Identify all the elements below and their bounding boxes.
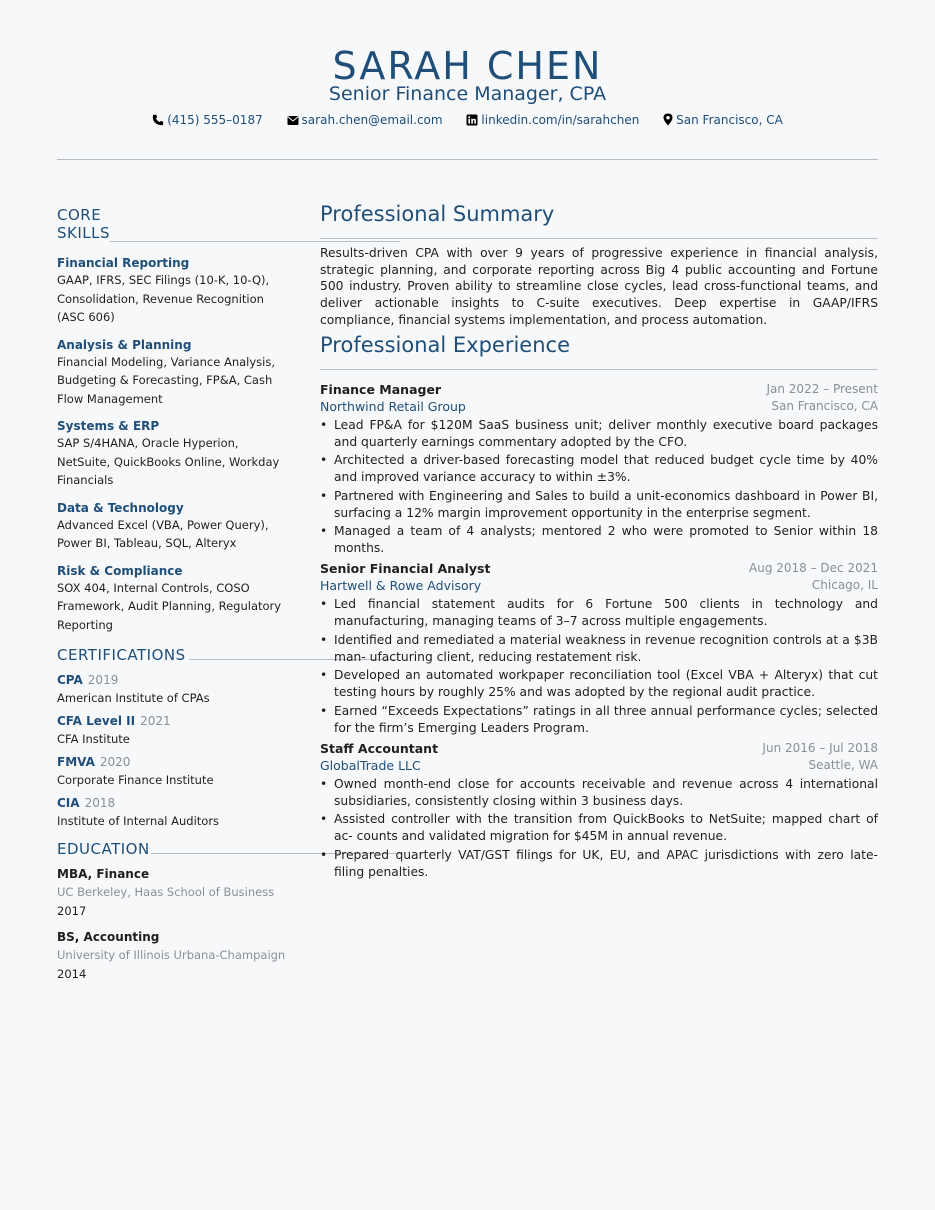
job-bullet: • Assisted controller with the transition from QuickBooks to NetSuite; mapped chart of ac- counts and validated migration for $45M in annual revenue. [320,811,878,845]
skills-heading-line-2: SKILLS [57,224,111,242]
cert-year: 2019 [87,673,119,687]
job-subheader [320,398,878,415]
contact-email-text: sarah.chen@email.com [301,113,443,127]
job-header [320,740,878,757]
contact-phone-text: (415) 555–0187 [167,113,263,127]
experience-heading: Professional Experience [320,332,570,357]
cert-name: FMVA [57,755,95,769]
skill-heading: Financial Reporting [57,256,190,270]
cert-name: CIA [57,796,80,810]
contact-location-text: San Francisco, CA [676,113,783,127]
job-bullet: • Earned “Exceeds Expectations” ratings in all three annual performance cycles; selected for the firm’s Emerging Leaders Program. [320,703,878,737]
job-entry [320,381,878,558]
job-bullets [320,776,878,881]
job-dates: Aug 2018 – Dec 2021 [749,561,878,576]
job-company: Hartwell & Rowe Advisory [320,578,482,594]
skills-section [57,206,287,634]
phone-icon [152,114,164,126]
degree: MBA, Finance [57,867,150,881]
job-bullet: • Prepared quarterly VAT/GST filings for UK, EU, and APAC jurisdictions with zero late-filing penalties. [320,847,878,881]
cert-name: CPA [57,673,83,687]
cert-item [57,753,287,771]
experience-rule [320,369,878,370]
job-entry [320,740,878,881]
job-title: Finance Manager [320,381,442,397]
job-bullet: • Lead FP&A for $120M SaaS business unit; deliver monthly executive board packages and quarterly earnings commentary adopted by the CFO. [320,417,878,451]
cert-issuer: CFA Institute [57,732,130,746]
contact-phone[interactable] [152,112,263,128]
education-heading-text: EDUCATION [57,840,150,858]
job-bullet: • Partnered with Engineering and Sales to build a unit-economics dashboard in Power BI, surfacing a 12% margin improvement opportunity in the enterprise segment. [320,488,878,522]
contact-linkedin[interactable] [466,112,639,128]
skill-heading: Analysis & Planning [57,337,192,352]
job-dates: Jun 2016 – Jul 2018 [762,740,878,755]
grad-year: 2014 [57,967,87,981]
job-title: Staff Accountant [320,740,439,756]
education-section [57,840,287,984]
cert-issuer: American Institute of CPAs [57,691,210,705]
cert-year: 2018 [84,796,116,810]
job-entry [320,560,878,737]
certifications-section [57,646,287,830]
cert-name: CFA Level II [57,714,136,728]
grad-year: 2017 [57,904,87,918]
job-subheader [320,757,878,774]
certifications-heading [57,646,287,664]
job-bullet: • Identified and remediated a material weakness in revenue recognition controls at a $3B man- ufacturing client, reducing restatement risk. [320,632,878,666]
job-bullets [320,417,878,558]
job-location: San Francisco, CA [771,398,878,413]
skill-heading: Systems & ERP [57,419,160,433]
job-company: GlobalTrade LLC [320,757,421,773]
contact-location[interactable] [663,112,783,128]
certifications-heading-text: CERTIFICATIONS [57,646,186,664]
cert-issuer: Corporate Finance Institute [57,773,214,787]
school: University of Illinois Urbana-Champaign [57,948,286,962]
skill-list: SOX 404, Internal Controls, COSO Framework, Audit Planning, Regulatory Reporting [57,580,282,632]
cert-year: 2021 [140,714,171,728]
job-location: Seattle, WA [808,757,878,772]
envelope-icon [287,115,299,126]
candidate-name: SARAH CHEN [332,44,603,88]
linkedin-icon [466,114,478,126]
header-divider [57,159,878,160]
cert-year: 2020 [99,755,131,769]
skills-heading [57,206,287,242]
skill-list: SAP S/4HANA, Oracle Hyperion, NetSuite, QuickBooks Online, Workday Financials [57,436,280,487]
education-heading [57,840,287,858]
skill-heading: Risk & Compliance [57,563,183,578]
map-pin-icon [663,113,673,126]
job-dates: Jan 2022 – Present [766,381,878,396]
job-company: Northwind Retail Group [320,398,466,414]
summary-text: Results-driven CPA with over 9 years of progressive experience in financial analysis, strategic planning, and corporate reporting across Big 4 public accounting and Fortune 500 industry. Proven ability to streamline close cycles, lead cross-functional teams, and deliver actionable insights to C-suite executives. Deep expertise in GAAP/IFRS compliance, financial systems implementation, and process automation. [320,246,878,327]
job-subheader [320,577,878,594]
candidate-title: Senior Finance Manager, CPA [328,83,607,105]
sidebar [57,206,287,984]
job-bullet: • Managed a team of 4 analysts; mentored 2 who were promoted to Senior within 18 months. [320,523,878,557]
job-bullet: • Developed an automated workpaper reconciliation tool (Excel VBA + Alteryx) that cut testing hours by roughly 25% and was adopted by the regional audit practice. [320,667,878,701]
cert-issuer: Institute of Internal Auditors [57,814,220,828]
job-location: Chicago, IL [811,578,878,593]
degree: BS, Accounting [57,930,160,944]
cert-item [57,794,287,812]
job-bullets [320,596,878,737]
skill-heading: Data & Technology [57,500,184,515]
job-title: Senior Financial Analyst [320,561,491,577]
job-bullet: • Owned month-end close for accounts receivable and revenue across 4 international subsidiaries, consistently closing within 3 business days. [320,776,878,810]
job-header [320,381,878,398]
summary-rule [320,238,878,239]
cert-item [57,671,287,689]
school: UC Berkeley, Haas School of Business [57,885,275,899]
job-header [320,560,878,577]
job-bullet: • Led financial statement audits for 6 Fortune 500 clients in technology and manufacturing, managing teams of 3–7 across multiple engagements. [320,596,878,630]
contact-bar [0,112,935,128]
skill-list: GAAP, IFRS, SEC Filings (10-K, 10-Q), Consolidation, Revenue Recognition (ASC 606) [57,273,270,324]
skills-heading-line-1: CORE [57,206,102,224]
job-bullet: • Architected a driver-based forecasting model that reduced budget cycle time by 40% and improved variance accuracy to within ±3%. [320,452,878,486]
skill-list: Advanced Excel (VBA, Power Query), Power BI, Tableau, SQL, Alteryx [57,517,269,550]
main-column [320,200,878,882]
skill-list: Financial Modeling, Variance Analysis, Budgeting & Forecasting, FP&A, Cash Flow Management [57,354,276,406]
cert-item [57,712,287,730]
contact-email[interactable] [287,112,443,128]
summary-heading: Professional Summary [320,202,555,226]
contact-linkedin-text: linkedin.com/in/sarahchen [481,113,640,127]
